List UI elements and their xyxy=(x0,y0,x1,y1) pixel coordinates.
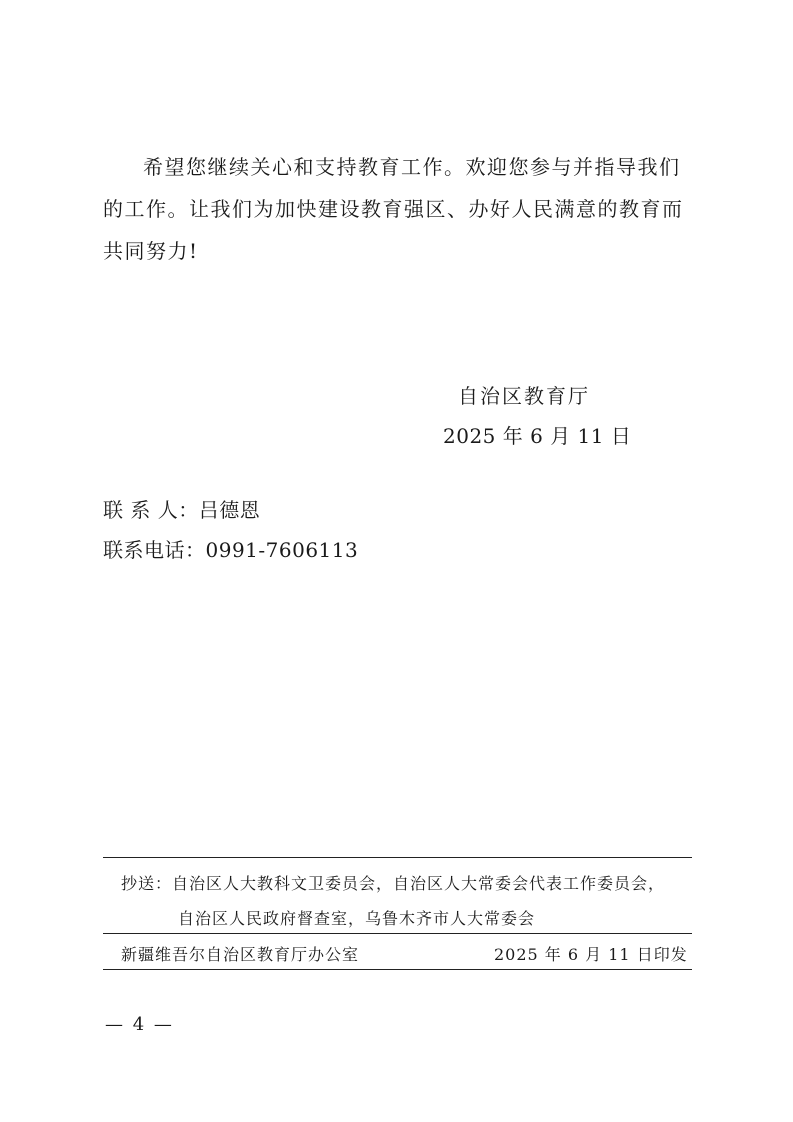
signature-date: 2025 年 6 月 11 日 xyxy=(443,424,632,448)
contact-person-sep: ： xyxy=(178,498,199,522)
footer-rule-middle xyxy=(103,933,692,934)
contact-phone-label: 联系电话 xyxy=(103,538,185,562)
cc-line-1: 抄送：自治区人大教科文卫委员会，自治区人大常委会代表工作委员会， xyxy=(121,874,666,893)
footer-rule-bottom xyxy=(103,969,692,970)
contact-phone-number: 0991-7606113 xyxy=(205,538,359,562)
contact-phone-sep: ： xyxy=(185,538,206,562)
cc-line-2: 自治区人民政府督查室，乌鲁木齐市人大常委会 xyxy=(178,909,536,928)
body-paragraph-text: 希望您继续关心和支持教育工作。欢迎您参与并指导我们的工作。让我们为加快建设教育强区、办好人民满意的教育而共同努力! xyxy=(103,155,684,263)
contact-phone-line xyxy=(103,534,358,563)
contact-person-label: 联 系 人 xyxy=(103,498,179,522)
footer-rule-top xyxy=(103,857,692,858)
page-number: — 4 — xyxy=(105,1014,174,1035)
footer-issuing-office: 新疆维吾尔自治区教育厅办公室 xyxy=(121,945,360,964)
body-paragraph xyxy=(103,146,695,272)
contact-person-name: 吕德恩 xyxy=(198,498,261,522)
contact-person-line xyxy=(103,494,260,523)
signature-org: 自治区教育厅 xyxy=(458,384,590,408)
footer-issue-date: 2025 年 6 月 11 日印发 xyxy=(494,945,688,964)
